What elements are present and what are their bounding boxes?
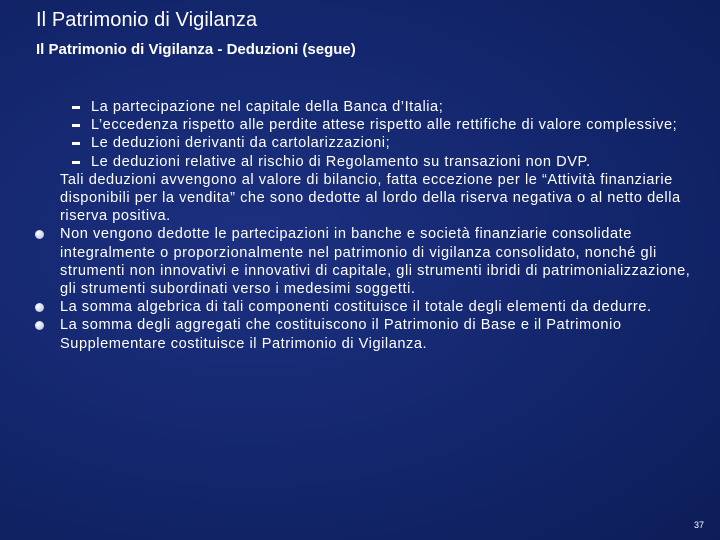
bullet-text: La somma algebrica di tali componenti costituisce il totale degli elementi da dedurre.	[60, 299, 652, 316]
sub-item	[0, 153, 691, 171]
sub-item-text: Le deduzioni derivanti da cartolarizzazioni;	[91, 135, 391, 152]
round-bullet-icon	[35, 230, 44, 239]
sub-item-text: Le deduzioni relative al rischio di Regolamento su transazioni non DVP.	[91, 153, 591, 170]
round-bullet-icon	[35, 321, 44, 330]
bullet-item	[0, 225, 700, 298]
sub-item	[0, 116, 691, 134]
slide-body	[0, 98, 720, 353]
bullet-item	[0, 316, 700, 352]
sub-item	[0, 98, 691, 116]
dash-bullet-icon	[72, 106, 80, 109]
dash-bullet-icon	[72, 142, 80, 145]
slide-title: Il Patrimonio di Vigilanza	[36, 9, 258, 31]
deduction-note: Tali deduzioni avvengono al valore di bilancio, fatta eccezione per le “Attività finanziarie disponibili per la vendita” che sono dedotte al lordo della riserva negativa o al netto della riserva positiva.	[60, 171, 681, 225]
bullet-text: La somma degli aggregati che costituiscono il Patrimonio di Base e il Patrimonio Supplementare costituisce il Patrimonio di Vigilanza.	[60, 317, 622, 352]
dash-bullet-icon	[72, 124, 80, 127]
sub-item	[0, 134, 691, 152]
round-bullet-icon	[35, 303, 44, 312]
page-number: 37	[693, 520, 704, 530]
sub-item-text: L’eccedenza rispetto alle perdite attese rispetto alle rettifiche di valore complessive;	[91, 117, 678, 134]
sub-item-text: La partecipazione nel capitale della Banca d’Italia;	[91, 99, 444, 115]
dash-bullet-icon	[72, 161, 80, 164]
slide-subtitle: Il Patrimonio di Vigilanza - Deduzioni (segue)	[36, 41, 356, 58]
bullet-item	[0, 298, 700, 316]
bullet-text: Non vengono dedotte le partecipazioni in banche e società finanziarie consolidate integralmente o proporzionalmente nel patrimonio di vigilanza consolidato, nonché gli strumenti non innovativi e innovativi di capitale, gli strumenti ibridi di patrimonializzazione, gli strumenti subordinati verso i medesimi soggetti.	[60, 226, 691, 298]
